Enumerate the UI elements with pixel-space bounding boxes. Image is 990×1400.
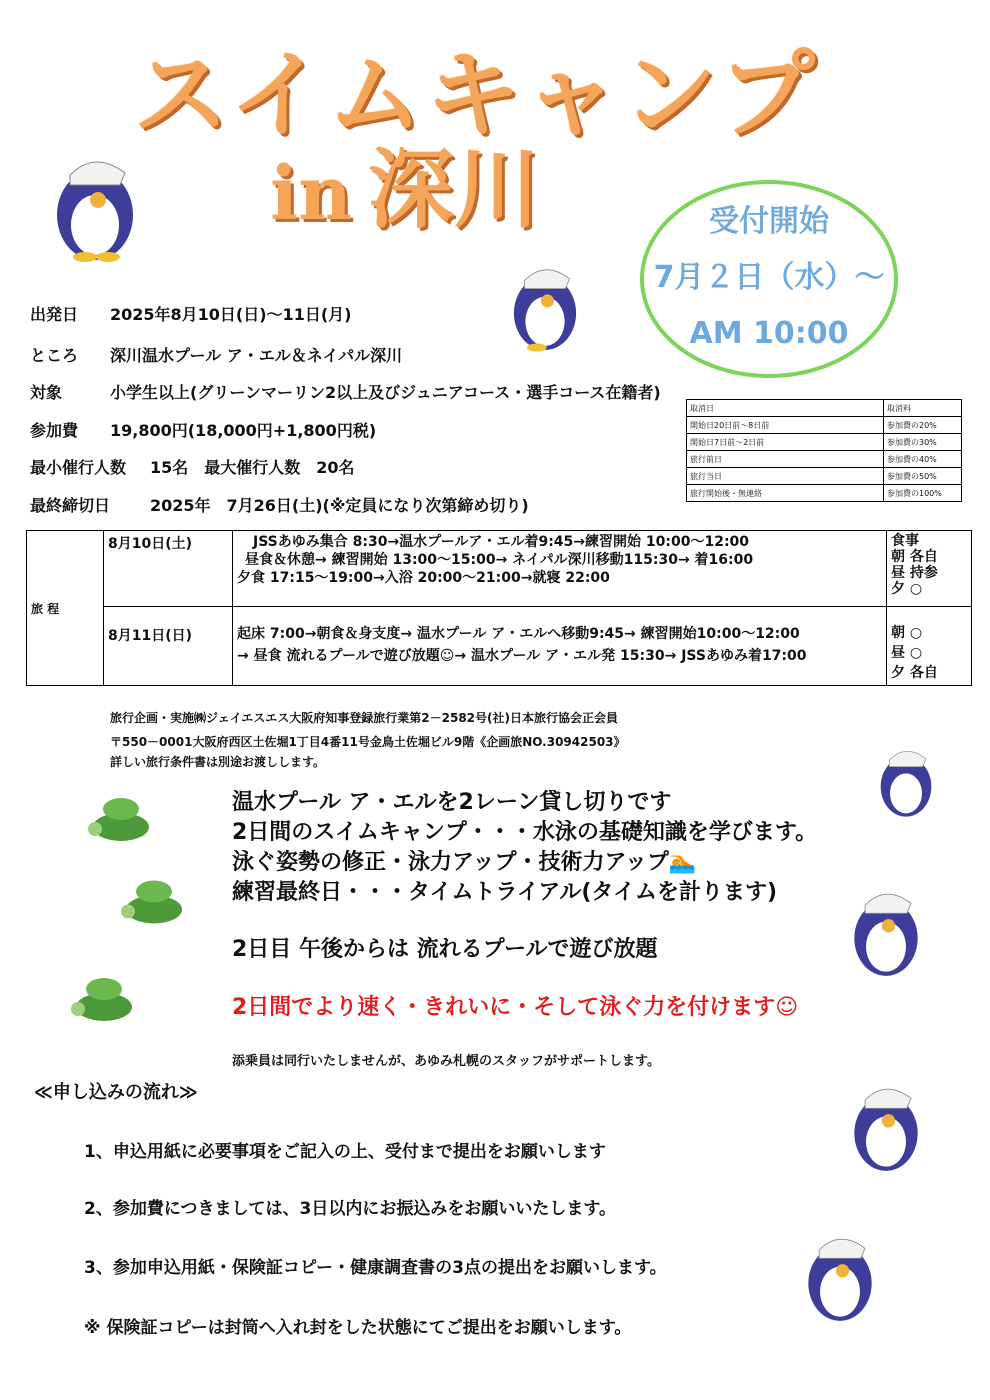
escort-note: 添乗員は同行いたしませんが、あゆみ札幌のスタッフがサポートします。	[232, 1054, 660, 1069]
flow-note: ※ 保険証コピーは封筒へ入れ封をした状態にてご提出をお願いします。	[84, 1318, 632, 1338]
flow-step-3: 3、参加申込用紙・保険証コピー・健康調査書の3点の提出をお願いします。	[84, 1258, 667, 1278]
title-sub	[270, 140, 540, 244]
info-departure: 出発日 2025年8月10日(日)～11日(月)	[30, 305, 352, 324]
turtle-icon	[85, 785, 155, 845]
penguin-mascot-icon	[836, 1075, 936, 1175]
flow-title: ≪申し込みの流れ≫	[34, 1082, 198, 1103]
info-place: ところ 深川温水プール ア・エル＆ネイパル深川	[30, 346, 403, 365]
title-place: 深川	[367, 140, 540, 240]
cancel-fee-table: 取消日 取消料 開始日20日前～8日前 参加費の20% 開始日7日前～2日前 参加費の30% 旅行前日 参加費の40% 旅行当日 参加費の50% 旅行開始後・無連絡 参加費の100%	[686, 399, 962, 502]
itinerary-table: 旅 程 8月10日(土) JSSあゆみ集合 8:30→温水プールア・エル着9:45→練習開始 10:00～12:00 昼食＆休憩→ 練習開始 13:00～15:00→ ネイパル深川移動115:30→ 着16:00 夕食 17:15～19:00→入浴 20:00～21:00→就寝 22:00 食事 朝 各自 昼 持参 夕 ○ 8月11日(日) 起床 7:00→朝食＆身支度→ 温水プール ア・エルへ移動9:45→ 練習開始10:00～12:00 → 昼食 流れるプールで遊び放題☺→ 温水プール ア・エル発 15:30→ JSSあゆみ着17:00 朝 ○ 昼 ○ 夕 各自	[26, 530, 972, 686]
info-participants: 最小催行人数 15名 最大催行人数 20名	[30, 458, 355, 477]
info-fee: 参加費 19,800円(18,000円+1,800円税)	[30, 421, 377, 440]
info-deadline: 最終締切日 2025年 7月26日(土)(※定員になり次第締め切り)	[30, 496, 529, 515]
penguin-mascot-icon	[790, 1225, 890, 1325]
turtle-icon	[118, 860, 188, 935]
penguin-mascot-icon	[836, 880, 936, 980]
penguin-mascot-icon	[40, 145, 150, 265]
penguin-mascot-icon	[500, 255, 590, 355]
turtle-icon	[68, 965, 138, 1025]
flow-step-1: 1、申込用紙に必要事項をご記入の上、受付まで提出をお願いします	[84, 1142, 606, 1162]
reception-label: 受付開始	[709, 204, 829, 239]
penguin-mascot-icon	[866, 740, 946, 820]
title-in: in	[270, 151, 352, 237]
message-block: 温水プール ア・エルを2レーン貸し切りです 2日間のスイムキャンプ・・・水泳の基礎知識を学びます。 泳ぐ姿勢の修正・泳力アップ・技術力アップ🏊 練習最終日・・・タイムトライアル(タイムを計ります)	[232, 790, 818, 905]
reception-date: 7月２日（水）～	[653, 260, 885, 295]
title-main: スイムキャンプ	[132, 39, 818, 151]
organizer-line: 旅行企画・実施㈱ジェイエスエス大阪府知事登録旅行業第2－2582号(社)日本旅行協会正会員	[110, 711, 619, 725]
info-target: 対象 小学生以上(グリーンマーリン2以上及びジュニアコース・選手コース在籍者)	[30, 383, 661, 402]
reception-circle	[640, 180, 898, 378]
highlight-message: 2日間でより速く・きれいに・そして泳ぐ力を付けます☺	[232, 995, 799, 1020]
organizer-note: 詳しい旅行条件書は別途お渡しします。	[110, 755, 326, 769]
flow-step-2: 2、参加費につきましては、3日以内にお振込みをお願いいたします。	[84, 1199, 616, 1219]
reception-time: AM 10:00	[689, 316, 849, 351]
day2-message: 2日目 午後からは 流れるプールで遊び放題	[232, 937, 658, 962]
organizer-address: 〒550－0001大阪府西区土佐堀1丁目4番11号金鳥土佐堀ビル9階《企画旅NO.30942503》	[110, 735, 626, 749]
